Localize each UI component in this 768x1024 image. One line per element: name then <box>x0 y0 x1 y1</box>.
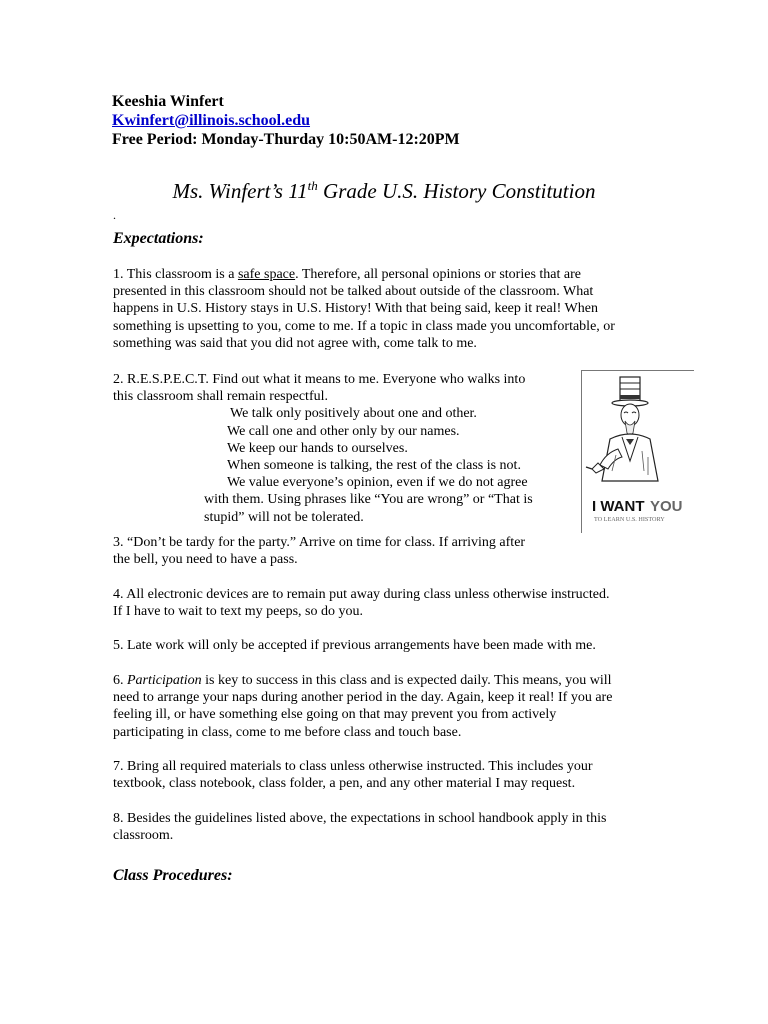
item4-line-2: If I have to wait to text my peeps, so do you. <box>113 604 364 620</box>
expectation-item-5 <box>113 637 665 654</box>
item1-line-5: something was said that you did not agree with, come talk to me. <box>113 335 477 351</box>
item1-text-a: 1. This classroom is a <box>113 267 238 282</box>
class-procedures-heading: Class Procedures: <box>113 867 233 884</box>
stray-mark: . <box>113 208 116 222</box>
item2-line-1: 2. R.E.S.P.E.C.T. Find out what it means to me. Everyone who walks into <box>113 372 526 387</box>
item1-line-2: presented in this classroom should not be talked about outside of the classroom. What <box>113 284 594 300</box>
respect-rule-5-line-2: with them. Using phrases like “You are wrong” or “That is <box>204 492 533 508</box>
expectation-item-8 <box>113 810 665 844</box>
expectation-item-7 <box>113 758 665 792</box>
respect-rule-4: When someone is talking, the rest of the class is not. <box>227 458 521 474</box>
item6-line-2: need to arrange your naps during another period in the day. Again, keep it real! If you are <box>113 690 613 706</box>
item6-line-3: feeling ill, or have something else going on that may prevent you from actively <box>113 707 557 723</box>
respect-rule-5-line-3: stupid” will not be tolerated. <box>204 509 364 525</box>
title-suffix: Grade U.S. History Constitution <box>317 179 596 203</box>
respect-rule-1: We talk only positively about one and other. <box>230 406 477 422</box>
free-period: Free Period: Monday-Thurday 10:50AM-12:20PM <box>112 131 460 148</box>
participation-italic: Participation <box>127 673 202 688</box>
teacher-email-link[interactable]: Kwinfert@illinois.school.edu <box>112 112 311 129</box>
poster-caption: TO LEARN U.S. HISTORY <box>594 516 665 523</box>
item1-line-4: something is upsetting to you, come to me. If a topic in class made you uncomfortable, or <box>113 318 615 334</box>
expectation-item-4 <box>113 586 665 620</box>
item6-line-4: participating in class, come to me before class and touch base. <box>113 724 462 740</box>
item5-line-1: 5. Late work will only be accepted if previous arrangements have been made with me. <box>113 638 596 653</box>
poster-you-text: YOU <box>650 498 683 515</box>
item2-line-2: this classroom shall remain respectful. <box>113 389 328 405</box>
item7-line-1: 7. Bring all required materials to class unless otherwise instructed. This includes your <box>113 759 593 774</box>
expectation-item-6 <box>113 672 665 741</box>
title-superscript: th <box>307 178 318 193</box>
document-title <box>0 178 768 204</box>
item4-line-1: 4. All electronic devices are to remain put away during class unless otherwise instructed. <box>113 587 610 602</box>
item8-line-1: 8. Besides the guidelines listed above, the expectations in school handbook apply in this <box>113 811 607 826</box>
respect-rule-5-line-1: We value everyone’s opinion, even if we do not agree <box>227 475 528 491</box>
expectation-item-3 <box>113 534 665 568</box>
teacher-name: Keeshia Winfert <box>112 93 224 110</box>
item3-line-2: the bell, you need to have a pass. <box>113 552 298 568</box>
item8-line-2: classroom. <box>113 828 174 844</box>
item1-line-3: happens in U.S. History stays in U.S. History! With that being said, keep it real! When <box>113 301 598 317</box>
teacher-contact-block <box>112 92 460 149</box>
item3-line-1: 3. “Don’t be tardy for the party.” Arrive on time for class. If arriving after <box>113 535 526 550</box>
item7-line-2: textbook, class notebook, class folder, a pen, and any other material I may request. <box>113 776 576 792</box>
expectation-item-1 <box>113 266 665 352</box>
title-prefix: Ms. Winfert’s 11 <box>172 179 308 203</box>
respect-rule-3: We keep our hands to ourselves. <box>227 440 408 456</box>
item1-text-b: . Therefore, all personal opinions or stories that are <box>295 267 581 282</box>
uncle-sam-illustration <box>582 371 694 533</box>
item6-text-b: is key to success in this class and is expected daily. This means, you will <box>201 673 612 688</box>
uncle-sam-poster-image <box>581 370 694 533</box>
respect-rule-2: We call one and other only by our names. <box>227 423 460 439</box>
item6-text-a: 6. <box>113 673 127 688</box>
expectations-heading: Expectations: <box>113 230 204 247</box>
poster-i-want-text: I WANT <box>592 498 645 515</box>
safe-space-underlined: safe space <box>237 267 296 282</box>
